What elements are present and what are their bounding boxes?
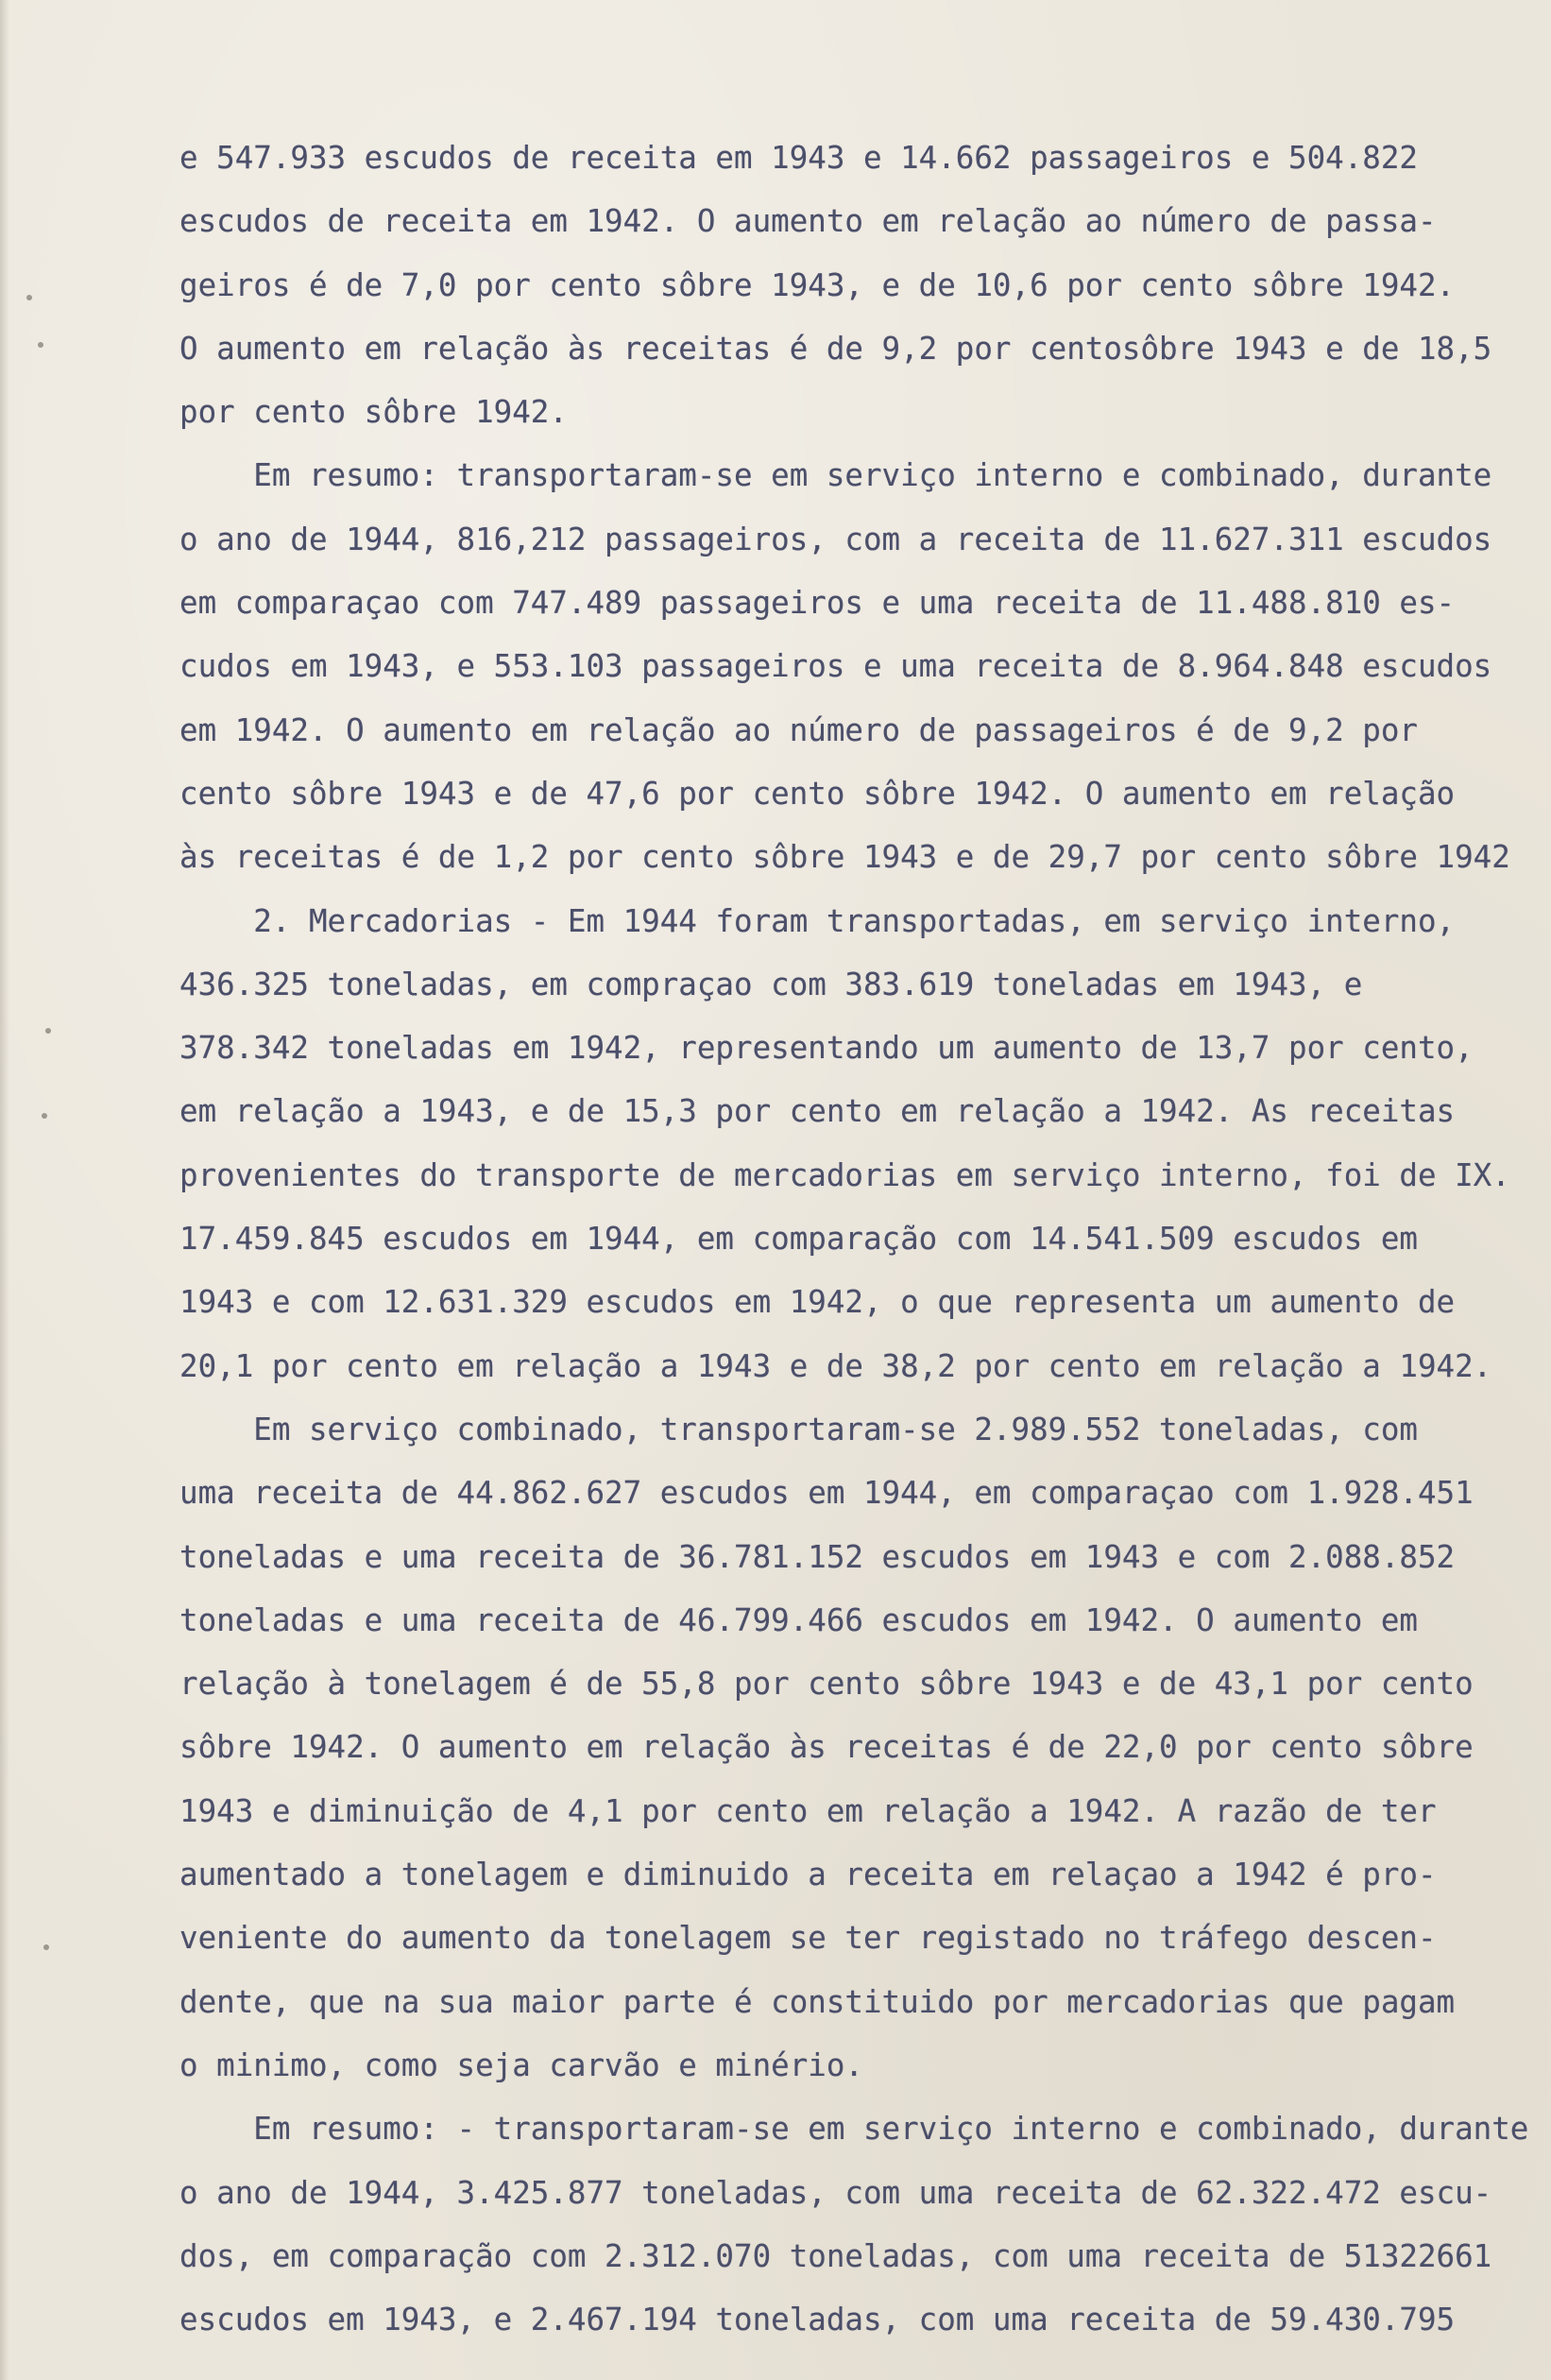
- text-line: cudos em 1943, e 553.103 passageiros e uma receita de 8.964.848 escudos: [179, 648, 1492, 685]
- text-line: geiros é de 7,0 por cento sôbre 1943, e de 10,6 por cento sôbre 1942.: [179, 266, 1456, 303]
- text-line: o minimo, como seja carvão e minério.: [179, 2046, 863, 2083]
- text-line: em comparaçao com 747.489 passageiros e uma receita de 11.488.810 es-: [179, 585, 1456, 622]
- ink-speck: [45, 1028, 51, 1034]
- text-line: às receitas é de 1,2 por cento sôbre 1943 e de 29,7 por cento sôbre 1942: [179, 839, 1510, 876]
- text-line: veniente do aumento da tonelagem se ter registado no tráfego descen-: [179, 1920, 1437, 1957]
- text-line: Em resumo: transportaram-se em serviço interno e combinado, durante: [179, 457, 1492, 494]
- text-line: o ano de 1944, 816,212 passageiros, com a receita de 11.627.311 escudos: [179, 521, 1492, 557]
- text-line: provenientes do transporte de mercadorias em serviço interno, foi de IX.: [179, 1156, 1510, 1193]
- text-line: 2. Mercadorias - Em 1944 foram transportadas, em serviço interno,: [179, 902, 1456, 939]
- text-line: dente, que na sua maior parte é constituido por mercadorias que pagam: [179, 1983, 1456, 2020]
- text-line: 1943 e com 12.631.329 escudos em 1942, o que representa um aumento de: [179, 1284, 1456, 1321]
- text-line: O aumento em relação às receitas é de 9,2 por centosôbre 1943 e de 18,5: [179, 330, 1492, 367]
- text-line: escudos de receita em 1942. O aumento em relação ao número de passa-: [179, 203, 1437, 240]
- text-line: 436.325 toneladas, em compraçao com 383.619 toneladas em 1943, e: [179, 966, 1363, 1002]
- text-line: aumentado a tonelagem e diminuido a receita em relaçao a 1942 é pro-: [179, 1857, 1437, 1893]
- text-line: 1943 e diminuição de 4,1 por cento em relação a 1942. A razão de ter: [179, 1792, 1437, 1829]
- text-line: em relação a 1943, e de 15,3 por cento em relação a 1942. As receitas: [179, 1093, 1456, 1130]
- ink-speck: [38, 342, 43, 348]
- text-line: dos, em comparação com 2.312.070 toneladas, com uma receita de 51322661: [179, 2237, 1492, 2274]
- text-line: e 547.933 escudos de receita em 1943 e 14.662 passageiros e 504.822: [179, 140, 1418, 176]
- text-line: toneladas e uma receita de 36.781.152 escudos em 1943 e com 2.088.852: [179, 1538, 1456, 1575]
- text-line: 20,1 por cento em relação a 1943 e de 38,2 por cento em relação a 1942.: [179, 1347, 1492, 1384]
- text-line: 17.459.845 escudos em 1944, em comparação com 14.541.509 escudos em: [179, 1221, 1418, 1258]
- text-line: por cento sôbre 1942.: [179, 394, 568, 431]
- typed-text-body: [179, 137, 1549, 2362]
- ink-speck: [26, 295, 32, 300]
- text-line: Em resumo: - transportaram-se em serviço interno e combinado, durante: [179, 2111, 1529, 2148]
- text-line: relação à tonelagem é de 55,8 por cento sôbre 1943 e de 43,1 por cento: [179, 1666, 1474, 1703]
- text-line: cento sôbre 1943 e de 47,6 por cento sôbre 1942. O aumento em relação: [179, 775, 1456, 812]
- text-line: uma receita de 44.862.627 escudos em 1944, em comparaçao com 1.928.451: [179, 1475, 1474, 1512]
- text-line: em 1942. O aumento em relação ao número de passageiros é de 9,2 por: [179, 711, 1418, 748]
- text-line: o ano de 1944, 3.425.877 toneladas, com uma receita de 62.322.472 escu-: [179, 2174, 1492, 2211]
- text-line: 378.342 toneladas em 1942, representando um aumento de 13,7 por cento,: [179, 1030, 1474, 1067]
- ink-speck: [42, 1113, 47, 1119]
- text-line: sôbre 1942. O aumento em relação às receitas é de 22,0 por cento sôbre: [179, 1729, 1474, 1766]
- ink-speck: [43, 1944, 49, 1950]
- text-line: escudos em 1943, e 2.467.194 toneladas, com uma receita de 59.430.795: [179, 2302, 1456, 2338]
- text-line: toneladas e uma receita de 46.799.466 escudos em 1942. O aumento em: [179, 1601, 1418, 1638]
- text-line: Em serviço combinado, transportaram-se 2.989.552 toneladas, com: [179, 1411, 1418, 1447]
